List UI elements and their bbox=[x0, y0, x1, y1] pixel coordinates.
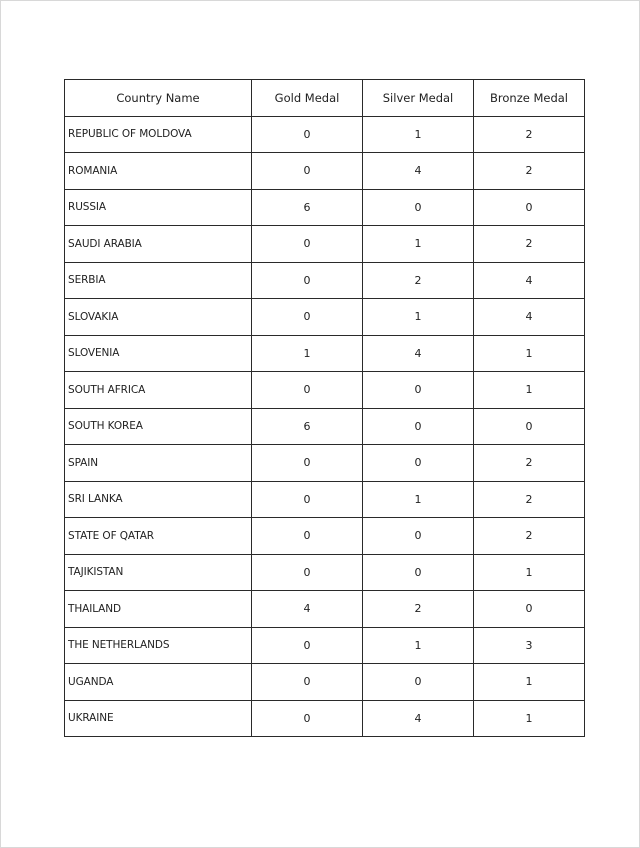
gold-cell: 0 bbox=[252, 299, 363, 336]
bronze-cell: 2 bbox=[474, 116, 585, 153]
silver-cell: 4 bbox=[363, 153, 474, 190]
gold-cell: 0 bbox=[252, 226, 363, 263]
bronze-cell: 1 bbox=[474, 664, 585, 701]
country-cell: UKRAINE bbox=[65, 700, 252, 737]
country-cell: ROMANIA bbox=[65, 153, 252, 190]
bronze-cell: 0 bbox=[474, 189, 585, 226]
silver-cell: 4 bbox=[363, 700, 474, 737]
bronze-cell: 2 bbox=[474, 153, 585, 190]
country-cell: THE NETHERLANDS bbox=[65, 627, 252, 664]
bronze-cell: 3 bbox=[474, 627, 585, 664]
country-cell: UGANDA bbox=[65, 664, 252, 701]
bronze-cell: 2 bbox=[474, 481, 585, 518]
gold-cell: 0 bbox=[252, 372, 363, 409]
header-bronze-medal: Bronze Medal bbox=[474, 80, 585, 117]
table-row bbox=[65, 481, 585, 518]
table-row bbox=[65, 445, 585, 482]
silver-cell: 0 bbox=[363, 445, 474, 482]
header-country-name: Country Name bbox=[65, 80, 252, 117]
bronze-cell: 0 bbox=[474, 408, 585, 445]
bronze-cell: 4 bbox=[474, 262, 585, 299]
gold-cell: 6 bbox=[252, 408, 363, 445]
country-cell: SOUTH KOREA bbox=[65, 408, 252, 445]
table-row bbox=[65, 518, 585, 555]
bronze-cell: 2 bbox=[474, 445, 585, 482]
table-row bbox=[65, 189, 585, 226]
gold-cell: 4 bbox=[252, 591, 363, 628]
silver-cell: 2 bbox=[363, 591, 474, 628]
gold-cell: 0 bbox=[252, 262, 363, 299]
header-silver-medal: Silver Medal bbox=[363, 80, 474, 117]
table-row bbox=[65, 226, 585, 263]
table-row bbox=[65, 408, 585, 445]
silver-cell: 1 bbox=[363, 627, 474, 664]
table-row bbox=[65, 664, 585, 701]
country-cell: RUSSIA bbox=[65, 189, 252, 226]
table-row bbox=[65, 372, 585, 409]
table-row bbox=[65, 627, 585, 664]
country-cell: SRI LANKA bbox=[65, 481, 252, 518]
country-cell: STATE OF QATAR bbox=[65, 518, 252, 555]
bronze-cell: 4 bbox=[474, 299, 585, 336]
table-row bbox=[65, 153, 585, 190]
gold-cell: 0 bbox=[252, 445, 363, 482]
table-row bbox=[65, 554, 585, 591]
table-row bbox=[65, 262, 585, 299]
gold-cell: 0 bbox=[252, 116, 363, 153]
gold-cell: 1 bbox=[252, 335, 363, 372]
country-cell: SPAIN bbox=[65, 445, 252, 482]
gold-cell: 6 bbox=[252, 189, 363, 226]
gold-cell: 0 bbox=[252, 627, 363, 664]
silver-cell: 2 bbox=[363, 262, 474, 299]
country-cell: SOUTH AFRICA bbox=[65, 372, 252, 409]
silver-cell: 1 bbox=[363, 481, 474, 518]
table-row bbox=[65, 116, 585, 153]
table-row bbox=[65, 591, 585, 628]
table-row bbox=[65, 700, 585, 737]
gold-cell: 0 bbox=[252, 664, 363, 701]
gold-cell: 0 bbox=[252, 481, 363, 518]
country-cell: SLOVENIA bbox=[65, 335, 252, 372]
medal-table bbox=[64, 79, 585, 737]
country-cell: THAILAND bbox=[65, 591, 252, 628]
silver-cell: 1 bbox=[363, 226, 474, 263]
gold-cell: 0 bbox=[252, 153, 363, 190]
silver-cell: 0 bbox=[363, 372, 474, 409]
silver-cell: 0 bbox=[363, 664, 474, 701]
bronze-cell: 2 bbox=[474, 518, 585, 555]
country-cell: REPUBLIC OF MOLDOVA bbox=[65, 116, 252, 153]
bronze-cell: 0 bbox=[474, 591, 585, 628]
country-cell: SAUDI ARABIA bbox=[65, 226, 252, 263]
bronze-cell: 1 bbox=[474, 335, 585, 372]
gold-cell: 0 bbox=[252, 518, 363, 555]
gold-cell: 0 bbox=[252, 700, 363, 737]
silver-cell: 0 bbox=[363, 518, 474, 555]
bronze-cell: 2 bbox=[474, 226, 585, 263]
bronze-cell: 1 bbox=[474, 700, 585, 737]
silver-cell: 1 bbox=[363, 116, 474, 153]
country-cell: SERBIA bbox=[65, 262, 252, 299]
silver-cell: 0 bbox=[363, 408, 474, 445]
header-gold-medal: Gold Medal bbox=[252, 80, 363, 117]
bronze-cell: 1 bbox=[474, 554, 585, 591]
table-row bbox=[65, 299, 585, 336]
silver-cell: 0 bbox=[363, 554, 474, 591]
silver-cell: 4 bbox=[363, 335, 474, 372]
gold-cell: 0 bbox=[252, 554, 363, 591]
bronze-cell: 1 bbox=[474, 372, 585, 409]
country-cell: TAJIKISTAN bbox=[65, 554, 252, 591]
table-row bbox=[65, 335, 585, 372]
country-cell: SLOVAKIA bbox=[65, 299, 252, 336]
silver-cell: 1 bbox=[363, 299, 474, 336]
table-header-row bbox=[65, 80, 585, 117]
silver-cell: 0 bbox=[363, 189, 474, 226]
